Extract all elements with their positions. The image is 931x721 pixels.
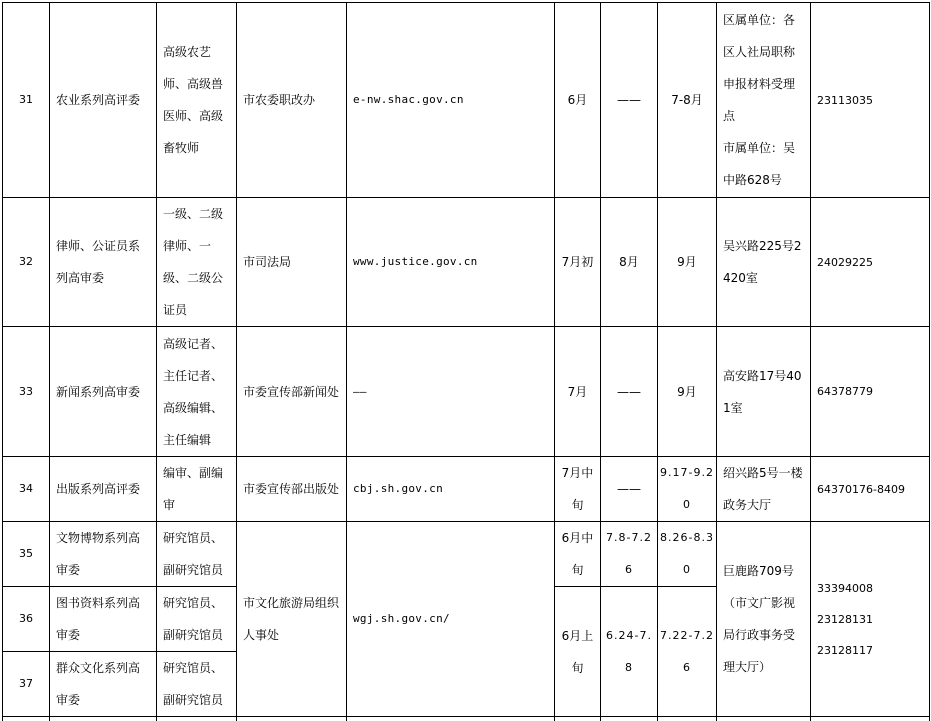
start-time: 6月 <box>555 3 601 198</box>
start-time: 6月中旬 <box>555 522 601 587</box>
website: —— <box>347 327 555 457</box>
title-levels: 研究馆员、副研究馆员 <box>157 587 237 652</box>
review-time: —— <box>601 327 658 457</box>
responsible-office: 市文化旅游局组织人事处 <box>237 522 347 717</box>
table-row <box>3 327 930 457</box>
row-number: 31 <box>3 3 50 198</box>
contact-phone: 23113035 <box>811 3 930 198</box>
table-row-partial <box>3 717 930 721</box>
submission-address: 高安路17号401室 <box>717 327 811 457</box>
website: e-nw.shac.gov.cn <box>347 3 555 198</box>
title-levels: 编审、副编审 <box>157 457 237 522</box>
submit-time: 7.22-7.26 <box>658 587 717 717</box>
submit-time: 9月 <box>658 198 717 327</box>
contact-phone: 24029225 <box>811 198 930 327</box>
submission-address: 区属单位：各区人社局职称申报材料受理点 市属单位：吴中路628号 <box>717 3 811 198</box>
row-number: 35 <box>3 522 50 587</box>
submit-time: 8.26-8.30 <box>658 522 717 587</box>
contact-phone: 33394008 23128131 23128117 <box>811 522 930 717</box>
website: cbj.sh.gov.cn <box>347 457 555 522</box>
start-time: 7月 <box>555 327 601 457</box>
row-number: 34 <box>3 457 50 522</box>
title-levels: 研究馆员、副研究馆员 <box>157 522 237 587</box>
start-time: 7月初 <box>555 198 601 327</box>
submission-address: 巨鹿路709号（市文广影视局行政事务受理大厅） <box>717 522 811 717</box>
row-number: 33 <box>3 327 50 457</box>
website: www.justice.gov.cn <box>347 198 555 327</box>
application-schedule-table <box>2 2 930 721</box>
responsible-office: 市委宣传部出版处 <box>237 457 347 522</box>
committee-name: 律师、公证员系列高审委 <box>50 198 157 327</box>
review-time: 6.24-7.8 <box>601 587 658 717</box>
table-row <box>3 522 930 587</box>
title-levels: 高级农艺师、高级兽医师、高级畜牧师 <box>157 3 237 198</box>
review-time: 8月 <box>601 198 658 327</box>
committee-name: 新闻系列高审委 <box>50 327 157 457</box>
title-levels: 高级记者、主任记者、高级编辑、主任编辑 <box>157 327 237 457</box>
committee-name: 文物博物系列高审委 <box>50 522 157 587</box>
row-number: 32 <box>3 198 50 327</box>
table-row <box>3 3 930 198</box>
row-number: 36 <box>3 587 50 652</box>
review-time: —— <box>601 3 658 198</box>
title-levels: 一级、二级律师、一级、二级公证员 <box>157 198 237 327</box>
submission-address: 吴兴路225号2420室 <box>717 198 811 327</box>
start-time: 7月中旬 <box>555 457 601 522</box>
submit-time: 7-8月 <box>658 3 717 198</box>
responsible-office: 市司法局 <box>237 198 347 327</box>
contact-phone: 64378779 <box>811 327 930 457</box>
committee-name: 群众文化系列高审委 <box>50 652 157 717</box>
committee-name: 图书资料系列高审委 <box>50 587 157 652</box>
row-number: 37 <box>3 652 50 717</box>
responsible-office: 市农委职改办 <box>237 3 347 198</box>
table-row <box>3 198 930 327</box>
responsible-office: 市委宣传部新闻处 <box>237 327 347 457</box>
review-time: 7.8-7.26 <box>601 522 658 587</box>
start-time: 6月上旬 <box>555 587 601 717</box>
submit-time: 9月 <box>658 327 717 457</box>
table-row <box>3 457 930 522</box>
review-time: —— <box>601 457 658 522</box>
submission-address: 绍兴路5号一楼政务大厅 <box>717 457 811 522</box>
website: wgj.sh.gov.cn/ <box>347 522 555 717</box>
committee-name: 出版系列高评委 <box>50 457 157 522</box>
committee-name: 农业系列高评委 <box>50 3 157 198</box>
submit-time: 9.17-9.20 <box>658 457 717 522</box>
contact-phone: 64370176-8409 <box>811 457 930 522</box>
title-levels: 研究馆员、副研究馆员 <box>157 652 237 717</box>
